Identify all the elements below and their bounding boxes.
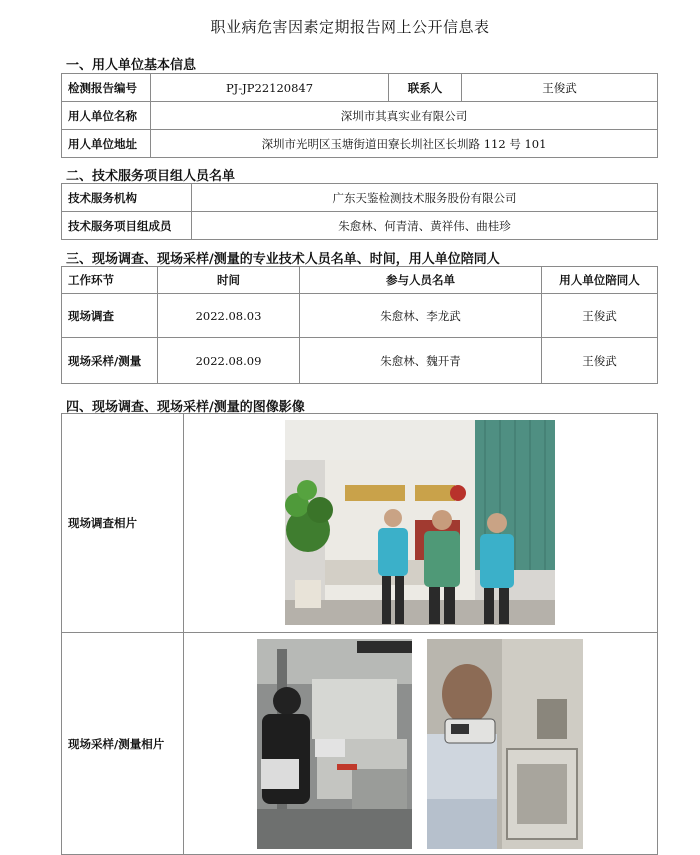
- section-4-heading: 四、现场调查、现场采样/测量的图像影像: [66, 400, 305, 415]
- unit-address-value: 深圳市光明区玉塘街道田寮长圳社区长圳路 112 号 101: [151, 130, 658, 158]
- header-escort: 用人单位陪同人: [542, 267, 658, 294]
- team-members-label: 技术服务项目组成员: [62, 212, 192, 240]
- table-row: [62, 294, 658, 338]
- header-date: 时间: [158, 267, 300, 294]
- escort-cell: 王俊武: [542, 294, 658, 338]
- report-no-label: 检测报告编号: [62, 74, 151, 102]
- sampling-photo-left: [257, 639, 412, 849]
- date-cell: 2022.08.09: [158, 338, 300, 384]
- report-no-value: PJ-JP22120847: [151, 74, 389, 102]
- survey-photo-label: 现场调查相片: [62, 414, 184, 633]
- date-cell: 2022.08.03: [158, 294, 300, 338]
- sampling-photo-label: 现场采样/测量相片: [62, 633, 184, 855]
- tech-org-value: 广东天鉴检测技术服务股份有限公司: [192, 184, 658, 212]
- sampling-photo-right: [427, 639, 583, 849]
- unit-address-label: 用人单位地址: [62, 130, 151, 158]
- unit-name-value: 深圳市其真实业有限公司: [151, 102, 658, 130]
- section-2-heading: 二、技术服务项目组人员名单: [66, 169, 236, 184]
- sampling-photo-cell: [184, 633, 658, 855]
- section-1-heading: 一、用人单位基本信息: [66, 58, 197, 73]
- table-row: [62, 338, 658, 384]
- team-members-value: 朱愈林、何青清、黄祥伟、曲桂珍: [192, 212, 658, 240]
- header-stage: 工作环节: [62, 267, 158, 294]
- tech-org-label: 技术服务机构: [62, 184, 192, 212]
- header-people: 参与人员名单: [300, 267, 542, 294]
- stage-cell: 现场调查: [62, 294, 158, 338]
- escort-cell: 王俊武: [542, 338, 658, 384]
- section-3-heading: 三、现场调查、现场采样/测量的专业技术人员名单、时间，用人单位陪同人: [66, 252, 500, 267]
- page-title: 职业病危害因素定期报告网上公开信息表: [210, 18, 490, 36]
- unit-name-label: 用人单位名称: [62, 102, 151, 130]
- tech-team-table: [61, 183, 658, 240]
- unit-info-table: [61, 73, 658, 158]
- stage-cell: 现场采样/测量: [62, 338, 158, 384]
- contact-label: 联系人: [389, 74, 462, 102]
- contact-value: 王俊武: [462, 74, 658, 102]
- field-work-table: [61, 266, 658, 384]
- survey-photo: [285, 420, 555, 625]
- people-cell: 朱愈林、李龙武: [300, 294, 542, 338]
- people-cell: 朱愈林、魏开青: [300, 338, 542, 384]
